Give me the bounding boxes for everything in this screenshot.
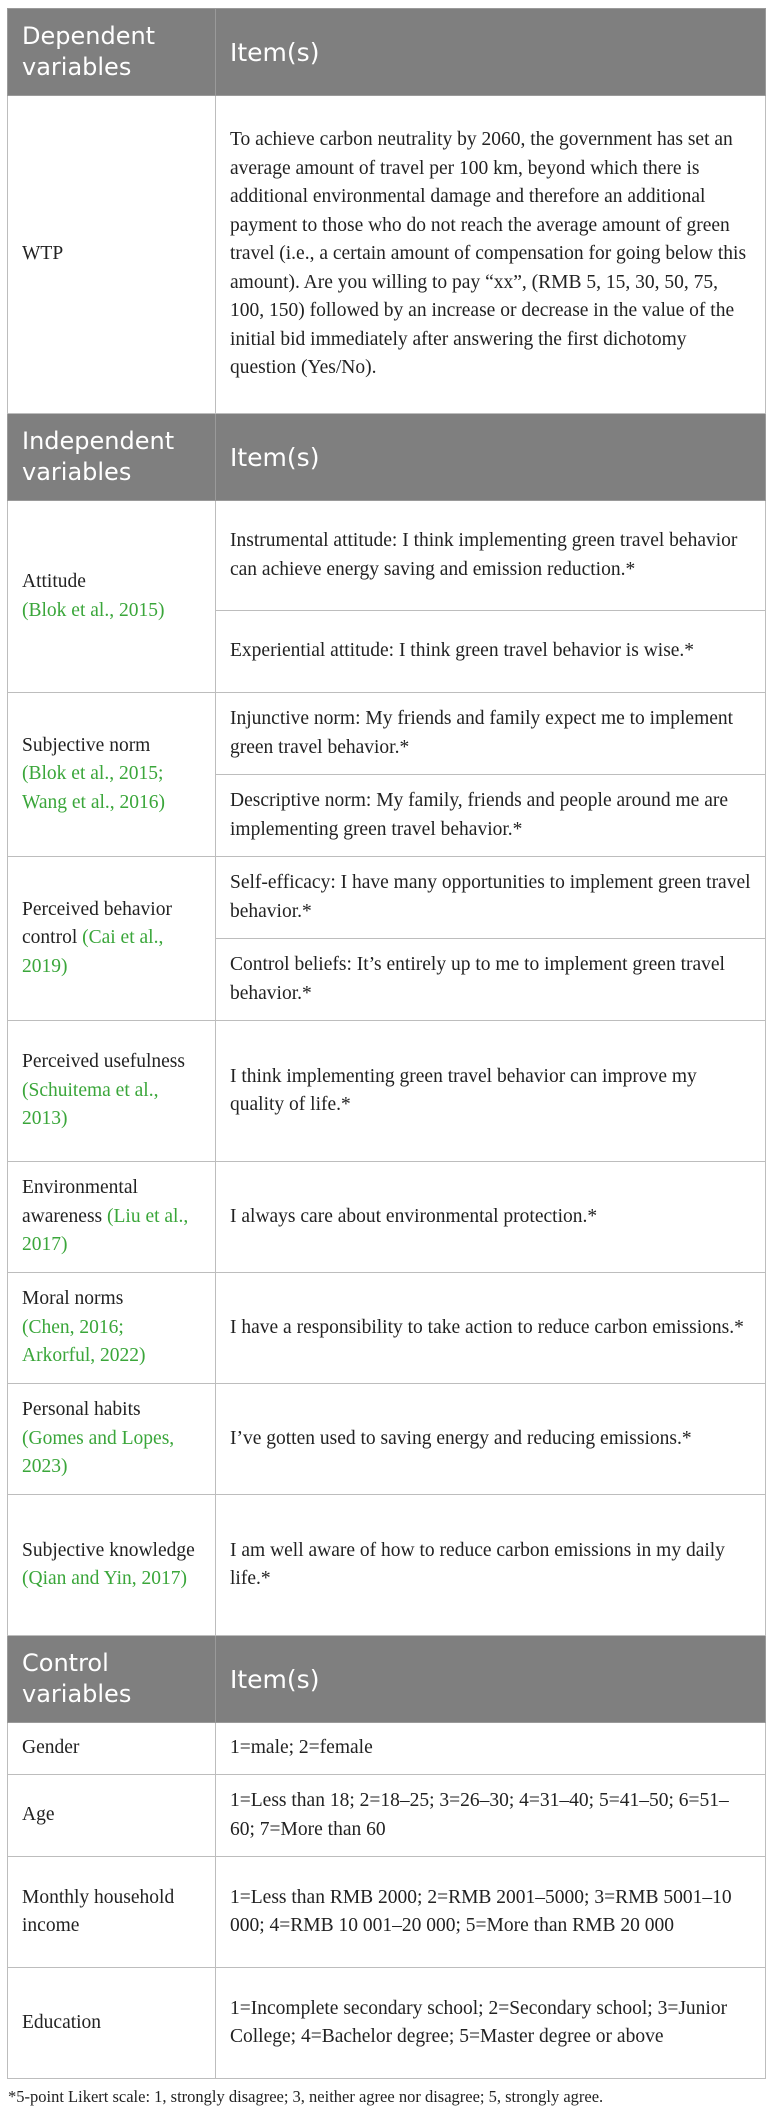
variable-label <box>8 1495 216 1636</box>
independent-variables-heading: Independent variables <box>8 414 216 501</box>
item-text: 1=Incomplete secondary school; 2=Secondary school; 3=Junior College; 4=Bachelor degree; 5=Master degree or above <box>216 1968 766 2079</box>
variables-table <box>7 8 766 2079</box>
variables-table-wrapper <box>7 8 765 2107</box>
item-text: 1=Less than RMB 2000; 2=RMB 2001–5000; 3=RMB 5001–10 000; 4=RMB 10 001–20 000; 5=More than RMB 20 000 <box>216 1857 766 1968</box>
table-footnote: *5-point Likert scale: 1, strongly disagree; 3, neither agree nor disagree; 5, strongly agree. <box>8 2087 604 2106</box>
item-text: I have a responsibility to take action to reduce carbon emissions.* <box>216 1273 766 1384</box>
variable-label <box>8 1162 216 1273</box>
variable-name: Moral norms <box>22 1288 124 1310</box>
item-text: Injunctive norm: My friends and family expect me to implement green travel behavior.* <box>216 693 766 775</box>
item-text: I think implementing green travel behavior can improve my quality of life.* <box>216 1021 766 1162</box>
citation-link[interactable]: (Blok et al., 2015; <box>22 763 164 785</box>
items-heading: Item(s) <box>216 414 766 501</box>
table-row-perceived-usefulness <box>8 1021 766 1162</box>
table-row-age <box>8 1775 766 1857</box>
variable-label <box>8 1384 216 1495</box>
variable-label: Gender <box>8 1723 216 1775</box>
table-row-income <box>8 1857 766 1968</box>
variable-label: Monthly household income <box>8 1857 216 1968</box>
items-heading: Item(s) <box>216 9 766 96</box>
variable-label <box>8 857 216 1021</box>
table-row-gender <box>8 1723 766 1775</box>
variable-label <box>8 693 216 857</box>
table-row-education <box>8 1968 766 2079</box>
variable-name: Subjective knowledge <box>22 1539 195 1561</box>
variable-name: Perceived usefulness <box>22 1051 185 1073</box>
control-header-row <box>8 1636 766 1723</box>
item-text: Experiential attitude: I think green travel behavior is wise.* <box>216 611 766 693</box>
variable-name: Attitude <box>22 571 86 592</box>
item-text: To achieve carbon neutrality by 2060, the government has set an average amount of travel per 100 km, beyond which there is additional environmental damage and therefore an additional payment to those who do not reach the average amount of green travel (i.e., a certain amount of compensation for going below this amount). Are you willing to pay “xx”, (RMB 5, 15, 30, 50, 75, 100, 150) followed by an increase or decrease in the value of the initial bid immediately after answering the first dichotomy question (Yes/No). <box>216 96 766 414</box>
variable-name: Subjective norm <box>22 734 151 756</box>
item-text: Instrumental attitude: I think implementing green travel behavior can achieve energy saving and emission reduction.* <box>216 501 766 611</box>
citation-link[interactable]: (Qian and Yin, 2017) <box>22 1568 187 1589</box>
table-row-subjective-knowledge <box>8 1495 766 1636</box>
variable-name: Perceived behavior control <box>22 898 172 949</box>
citation-link[interactable]: (Schuitema et al., 2013) <box>22 1079 159 1130</box>
item-text: I always care about environmental protection.* <box>216 1162 766 1273</box>
dependent-header-row <box>8 9 766 96</box>
variable-label: WTP <box>8 96 216 414</box>
variable-label <box>8 1021 216 1162</box>
table-row-subjective-norm-1 <box>8 693 766 775</box>
item-text: Descriptive norm: My family, friends and people around me are implementing green travel behavior.* <box>216 775 766 857</box>
variable-label <box>8 1273 216 1384</box>
control-variables-heading: Control variables <box>8 1636 216 1723</box>
item-text: 1=male; 2=female <box>216 1723 766 1775</box>
dependent-variables-heading: Dependent variables <box>8 9 216 96</box>
citation-link[interactable]: (Gomes and Lopes, 2023) <box>22 1427 175 1478</box>
variable-name: Environmental awareness <box>22 1177 138 1227</box>
item-text: I am well aware of how to reduce carbon emissions in my daily life.* <box>216 1495 766 1636</box>
variable-label: Education <box>8 1968 216 2079</box>
variable-label <box>8 501 216 693</box>
item-text: 1=Less than 18; 2=18–25; 3=26–30; 4=31–40; 5=41–50; 6=51–60; 7=More than 60 <box>216 1775 766 1857</box>
citation-link[interactable]: (Chen, 2016; <box>22 1316 124 1338</box>
citation-link[interactable]: (Cai et al., 2019) <box>22 927 164 977</box>
table-row-personal-habits <box>8 1384 766 1495</box>
item-text: Self-efficacy: I have many opportunities to implement green travel behavior.* <box>216 857 766 939</box>
items-heading: Item(s) <box>216 1636 766 1723</box>
independent-header-row <box>8 414 766 501</box>
table-row-environmental-awareness <box>8 1162 766 1273</box>
table-row-pbc-1 <box>8 857 766 939</box>
table-row-attitude-1 <box>8 501 766 611</box>
variable-label: Age <box>8 1775 216 1857</box>
citation-link[interactable]: (Blok et al., 2015) <box>22 599 165 621</box>
citation-link[interactable]: (Liu et al., 2017) <box>22 1205 189 1256</box>
table-row-moral-norms <box>8 1273 766 1384</box>
citation-link[interactable]: Arkorful, 2022) <box>22 1345 146 1367</box>
variable-name: Personal habits <box>22 1399 141 1421</box>
table-row-wtp <box>8 96 766 414</box>
citation-link[interactable]: Wang et al., 2016) <box>22 791 166 813</box>
item-text: Control beliefs: It’s entirely up to me to implement green travel behavior.* <box>216 939 766 1021</box>
item-text: I’ve gotten used to saving energy and reducing emissions.* <box>216 1384 766 1495</box>
